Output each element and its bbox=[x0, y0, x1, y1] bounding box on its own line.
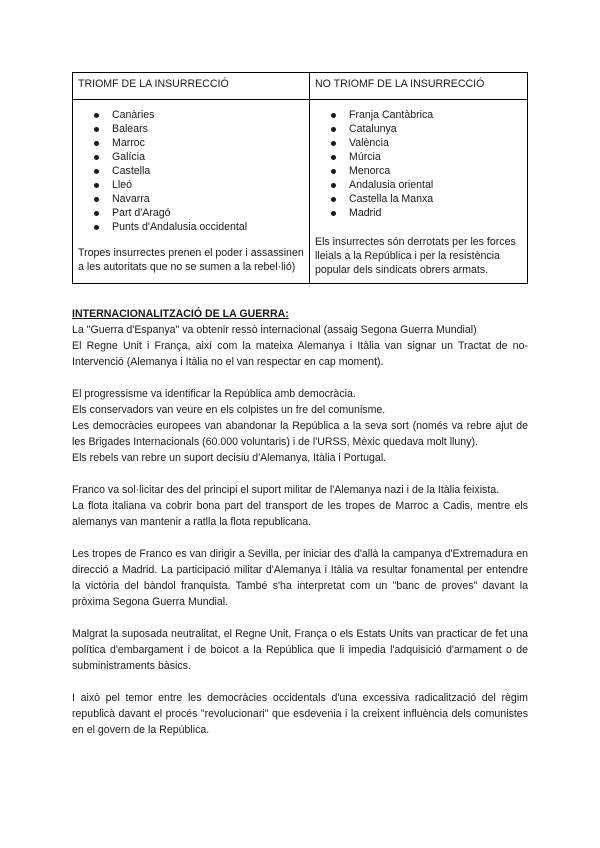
internationalization-section bbox=[72, 306, 528, 738]
list-item: Menorca bbox=[349, 164, 522, 178]
list-item: Marroc bbox=[112, 136, 304, 150]
triumph-list bbox=[78, 108, 304, 234]
paragraph: La flota italiana va cobrir bona part del transport de les tropes de Marroc a Cadis, mentre els alemanys van mantenir a ratlla la flota republicana. bbox=[72, 500, 528, 528]
list-item: Madrid bbox=[349, 206, 522, 220]
col2-note: Els insurrectes són derrotats per les forces lleials a la República i per la resistència popular dels sindicats obrers armats. bbox=[315, 236, 516, 276]
paragraph: Els rebels van rebre un suport decisiu d'Alemanya, Itàlia i Portugal. bbox=[72, 452, 387, 464]
list-item: Galícia bbox=[112, 150, 304, 164]
col2-header: NO TRIOMF DE LA INSURRECCIÓ bbox=[310, 73, 528, 100]
paragraph: Les tropes de Franco es van dirigir a Sevilla, per iniciar des d'allà la campanya d'Extremadura en direcció a Madrid. La participació militar d'Alemanya i Itàlia va resultar fonamental per entendre la victòria del bàndol franquista. També s'ha interpretat com un "banc de proves" davant la pròxima Segona Guerra Mundial. bbox=[72, 548, 528, 608]
list-item: Franja Cantàbrica bbox=[349, 108, 522, 122]
table-body-row bbox=[73, 100, 528, 284]
insurrection-table bbox=[72, 72, 528, 284]
paragraph: Franco va sol·licitar des del principi el suport militar de l'Alemanya nazi i de la Itàlia feixista. bbox=[72, 484, 500, 496]
list-item: Castella bbox=[112, 164, 304, 178]
no-triumph-list bbox=[315, 108, 522, 220]
list-item: Part d'Aragó bbox=[112, 206, 304, 220]
paragraph: La "Guerra d'Espanya" va obtenir ressò internacional (assaig Segona Guerra Mundial) bbox=[72, 324, 477, 336]
paragraph: El progressisme va identificar la República amb democràcia. bbox=[72, 388, 356, 400]
list-item: Balears bbox=[112, 122, 304, 136]
list-item: Canàries bbox=[112, 108, 304, 122]
list-item: Navarra bbox=[112, 192, 304, 206]
paragraph: Les democràcies europees van abandonar la República a la seva sort (només va rebre ajut de les Brigades Internacionals (60.000 voluntaris) i de l'URSS, Mèxic quedava molt lluny). bbox=[72, 420, 528, 448]
list-item: Catalunya bbox=[349, 122, 522, 136]
col1-header: TRIOMF DE LA INSURRECCIÓ bbox=[73, 73, 310, 100]
col1-note: Tropes insurrectes prenen el poder i assassinen a les autoritats que no se sumen a la rebel·lió) bbox=[78, 247, 304, 273]
paragraph: El Regne Unit i França, així com la mateixa Alemanya i Itàlia van signar un Tractat de no-Intervenció (Alemanya i Itàlia no el van respectar en cap moment). bbox=[72, 340, 528, 368]
col2-cell bbox=[310, 100, 528, 284]
section-heading: INTERNACIONALITZACIÓ DE LA GUERRA: bbox=[72, 308, 289, 320]
list-item: Múrcia bbox=[349, 150, 522, 164]
list-item: Punts d'Andalusia occidental bbox=[112, 220, 304, 234]
paragraph: I això pel temor entre les democràcies occidentals d'una excessiva radicalització del règim republicà davant el procés "revolucionari" que esdevenia i la creixent influència dels comunistes en el govern de la República. bbox=[72, 692, 528, 736]
paragraph: Malgrat la suposada neutralitat, el Regne Unit, França o els Estats Units van practicar de fet una política d'embargament i de boicot a la República que li impedia l'adquisició d'armament o de subministraments bàsics. bbox=[72, 628, 528, 672]
list-item: Castella la Manxa bbox=[349, 192, 522, 206]
paragraph: Els conservadors van veure en els colpistes un fre del comunisme. bbox=[72, 404, 386, 416]
col1-cell bbox=[73, 100, 310, 284]
list-item: Lleó bbox=[112, 178, 304, 192]
list-item: València bbox=[349, 136, 522, 150]
list-item: Andalusia oriental bbox=[349, 178, 522, 192]
table-header-row bbox=[73, 73, 528, 100]
